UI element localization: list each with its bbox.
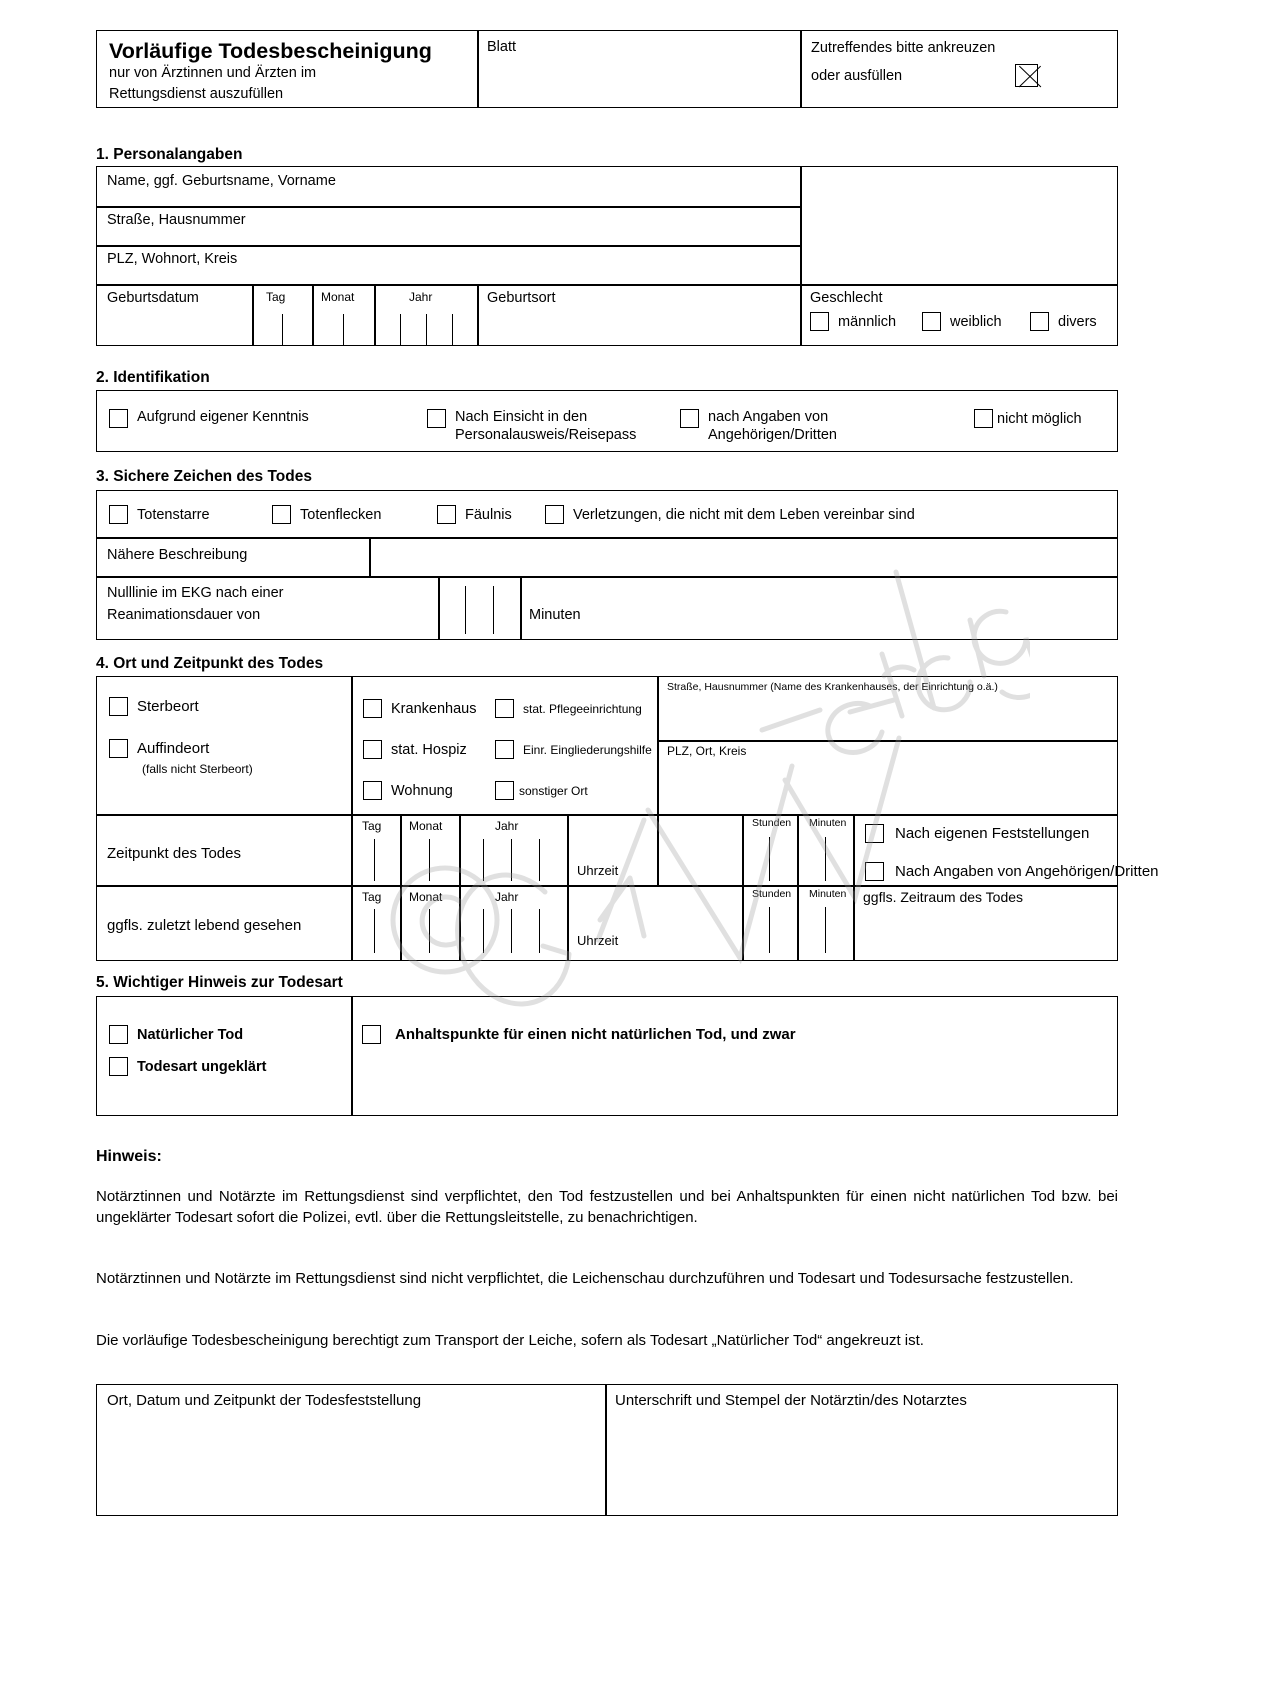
city-field-label: PLZ, Wohnort, Kreis <box>107 251 238 267</box>
identification-option-4[interactable] <box>974 409 1082 428</box>
tod-minutes-label: Minuten <box>809 817 847 829</box>
sex-option-diverse-label: divers <box>1058 313 1097 330</box>
checkbox-own-knowledge[interactable] <box>109 409 128 428</box>
s4-rule-2 <box>97 885 1117 887</box>
lsa-tick-5 <box>769 907 770 953</box>
death-sign-2[interactable] <box>272 505 381 524</box>
lsa-div-1 <box>400 885 402 960</box>
death-sign-1-label: Totenstarre <box>137 506 210 523</box>
s4-rule-1 <box>97 814 1117 816</box>
checkbox-hospital[interactable] <box>363 699 382 718</box>
section1-rule-2 <box>97 245 800 247</box>
identification-option-3-label-line1: nach Angaben von <box>708 409 829 425</box>
section1-rule-1 <box>97 206 800 208</box>
identification-option-1-label: Aufgrund eigener Kenntnis <box>137 409 309 425</box>
unnatural-death-detail-input[interactable] <box>362 1055 1102 1110</box>
lsa-tick-6 <box>825 907 826 953</box>
lsa-tick-1 <box>429 909 430 953</box>
section-5-heading: 5. Wichtiger Hinweis zur Todesart <box>96 974 343 991</box>
source-relatives[interactable] <box>865 862 1159 881</box>
sex-option-female-label: weiblich <box>950 313 1002 330</box>
notice-heading: Hinweis: <box>96 1148 162 1165</box>
checkbox-integration-facility[interactable] <box>495 740 514 759</box>
s4-div-b <box>657 677 659 885</box>
death-sign-1[interactable] <box>109 505 210 524</box>
location-type-home[interactable] <box>363 781 453 800</box>
checkbox-place-of-death[interactable] <box>109 697 128 716</box>
bd-tick-2 <box>400 314 401 345</box>
header-divider-2 <box>800 31 802 108</box>
footer-right-label: Unterschrift und Stempel der Notärztin/des Notarztes <box>615 1392 967 1409</box>
checkbox-rigor-mortis[interactable] <box>109 505 128 524</box>
lsa-div-2 <box>459 885 461 960</box>
checkbox-place-found[interactable] <box>109 739 128 758</box>
checkbox-relatives-info[interactable] <box>865 862 884 881</box>
section-4-heading: 4. Ort und Zeitpunkt des Todes <box>96 655 324 672</box>
bd-tick-1 <box>343 314 344 345</box>
bd-div-1 <box>312 284 314 346</box>
tod-div-2 <box>459 814 461 885</box>
birthdate-day-label: Tag <box>266 290 286 304</box>
location-type-nursing-label: stat. Pflegeeinrichtung <box>523 701 642 716</box>
section1-right-divider <box>800 167 802 346</box>
identification-option-3[interactable] <box>680 409 837 443</box>
checkbox-hospice[interactable] <box>363 740 382 759</box>
death-sign-4-label: Verletzungen, die nicht mit dem Leben vereinbar sind <box>573 506 915 523</box>
death-sign-2-label: Totenflecken <box>300 506 382 523</box>
header-divider-1 <box>477 31 479 108</box>
lsa-clocktime-label: Uhrzeit <box>577 933 619 948</box>
location-type-other[interactable] <box>495 781 588 800</box>
minutes-label: Minuten <box>529 607 581 623</box>
lsa-day-label: Tag <box>362 890 382 904</box>
s4-rule-addr <box>657 740 1117 742</box>
tod-tick-5 <box>769 837 770 881</box>
checkbox-relatives-statement[interactable] <box>680 409 699 428</box>
tod-div-5 <box>797 814 799 885</box>
form-title: Vorläufige Todesbescheinigung <box>109 39 432 63</box>
form-subtitle-line2: Rettungsdienst auszufüllen <box>109 86 284 102</box>
address-input[interactable] <box>667 699 1107 735</box>
checkbox-diverse[interactable] <box>1030 312 1049 331</box>
lsa-hours-label: Stunden <box>752 888 792 900</box>
detailed-description-label: Nähere Beschreibung <box>107 547 248 563</box>
checkbox-own-findings[interactable] <box>865 824 884 843</box>
natural-death-label: Natürlicher Tod <box>137 1026 244 1043</box>
instruction-line2: oder ausfüllen <box>811 68 903 84</box>
sheet-label: Blatt <box>487 39 517 55</box>
instruction-line1: Zutreffendes bitte ankreuzen <box>811 40 996 56</box>
notice-paragraph-1: Notärztinnen und Notärzte im Rettungsdienst sind verpflichtet, den Tod festzustellen und bei Anhaltspunkten für einen nicht natürlichen Tod bzw. bei ungeklärter Todesart sofort die Polizei, evtl. über die Rettungsleitstelle, zu benachrichtigen. <box>96 1188 1118 1227</box>
identification-option-3-label-line2: Angehörigen/Dritten <box>708 427 837 443</box>
tod-div-3 <box>567 814 569 885</box>
checkbox-natural-death[interactable] <box>109 1025 128 1044</box>
location-type-hospice-label: stat. Hospiz <box>391 741 467 758</box>
bd-div-0 <box>252 284 254 346</box>
bd-tick-0 <box>282 314 283 345</box>
section-2-heading: 2. Identifikation <box>96 369 210 386</box>
checkbox-unnatural-death-indications[interactable] <box>362 1025 381 1044</box>
s4-div-a <box>351 677 353 814</box>
tod-hours-label: Stunden <box>752 817 792 829</box>
checkbox-female[interactable] <box>922 312 941 331</box>
bd-tick-3 <box>426 314 427 345</box>
location-type-integration[interactable] <box>495 740 652 759</box>
checkbox-putrefaction[interactable] <box>437 505 456 524</box>
notice-paragraph-2: Notärztinnen und Notärzte im Rettungsdienst sind nicht verpflichtet, die Leichenschau durchzuführen und Todesart und Todesursache festzustellen. <box>96 1270 1074 1287</box>
lsa-tick-2 <box>483 909 484 953</box>
tod-div-6 <box>853 814 855 885</box>
birthdate-month-label: Monat <box>321 290 355 304</box>
birthdate-year-label: Jahr <box>409 290 433 304</box>
section-5-box <box>96 996 1118 1116</box>
form-subtitle-line1: nur von Ärztinnen und Ärzten im <box>109 65 317 81</box>
footer-left-label: Ort, Datum und Zeitpunkt der Todesfeststellung <box>107 1392 422 1409</box>
natural-death-option[interactable] <box>109 1025 243 1044</box>
death-sign-3[interactable] <box>437 505 512 524</box>
tod-tick-4 <box>539 839 540 881</box>
section-2-box <box>96 390 1118 452</box>
marked-checkbox-icon <box>1015 64 1038 87</box>
lsa-tick-3 <box>511 909 512 953</box>
sex-option-male-label: männlich <box>838 313 897 330</box>
checkbox-fatal-injuries[interactable] <box>545 505 564 524</box>
footer-divider <box>605 1385 607 1516</box>
source-relatives-label: Nach Angaben von Angehörigen/Dritten <box>895 863 1159 880</box>
bd-div-2 <box>374 284 376 346</box>
tod-tick-1 <box>429 839 430 881</box>
unnatural-death-option[interactable] <box>362 1025 796 1044</box>
tod-tick-0 <box>374 839 375 881</box>
tod-tick-2 <box>483 839 484 881</box>
checkbox-nursing-facility[interactable] <box>495 699 514 718</box>
unclear-death-label: Todesart ungeklärt <box>137 1058 267 1075</box>
ekg-div-1 <box>520 576 522 639</box>
source-own-findings-label: Nach eigenen Feststellungen <box>895 825 1090 842</box>
lsa-year-label: Jahr <box>495 890 519 904</box>
unnatural-death-label: Anhaltspunkte für einen nicht natürlichen Tod, und zwar <box>395 1026 796 1043</box>
sex-option-female[interactable] <box>922 312 1002 331</box>
section3-desc-divider <box>369 537 371 576</box>
section-3-heading: 3. Sichere Zeichen des Todes <box>96 468 312 485</box>
tod-year-label: Jahr <box>495 819 519 833</box>
address-label: Straße, Hausnummer (Name des Krankenhauses, der Einrichtung o.ä.) <box>667 681 998 693</box>
s5-divider <box>351 997 353 1116</box>
last-seen-alive-label: ggfls. zuletzt lebend gesehen <box>107 917 302 934</box>
location-type-other-label: sonstiger Ort <box>519 783 588 798</box>
tod-day-label: Tag <box>362 819 382 833</box>
lsa-div-3 <box>567 885 569 960</box>
place-of-death-option[interactable] <box>109 697 199 716</box>
lsa-month-label: Monat <box>409 890 443 904</box>
lsa-tick-4 <box>539 909 540 953</box>
checkbox-id-document[interactable] <box>427 409 446 428</box>
place-found-option[interactable] <box>109 739 209 758</box>
ekg-tick-0 <box>465 586 466 634</box>
footer-left-input[interactable] <box>105 1419 599 1511</box>
tod-tick-3 <box>511 839 512 881</box>
checkbox-other-place[interactable] <box>495 781 514 800</box>
tod-div-1 <box>400 814 402 885</box>
location-type-home-label: Wohnung <box>391 782 453 799</box>
lsa-div-5 <box>797 885 799 960</box>
unclear-death-option[interactable] <box>109 1057 266 1076</box>
place-of-death-label: Sterbeort <box>137 698 199 715</box>
tod-clocktime-label: Uhrzeit <box>577 863 619 878</box>
checkbox-male[interactable] <box>810 312 829 331</box>
source-own-findings[interactable] <box>865 824 1089 843</box>
place-found-label: Auffindeort <box>137 740 210 757</box>
identification-option-2-label-line1: Nach Einsicht in den <box>455 409 588 425</box>
section1-rule-3 <box>97 284 1117 286</box>
ekg-div-0 <box>438 576 440 639</box>
checkbox-livor-mortis[interactable] <box>272 505 291 524</box>
name-field-label: Name, ggf. Geburtsname, Vorname <box>107 173 336 189</box>
bd-tick-4 <box>452 314 453 345</box>
section-3-box <box>96 490 1118 640</box>
sex-option-male[interactable] <box>810 312 896 331</box>
city-input[interactable] <box>667 765 1107 807</box>
death-sign-4[interactable] <box>545 505 915 524</box>
tod-div-0 <box>351 814 353 885</box>
lsa-div-6 <box>853 885 855 960</box>
checkbox-unclear-manner-of-death[interactable] <box>109 1057 128 1076</box>
footer-box <box>96 1384 1118 1516</box>
lsa-div-4 <box>742 885 744 960</box>
location-type-hospital[interactable] <box>363 699 476 718</box>
identification-option-2-label-line2: Personalausweis/Reisepass <box>455 427 637 443</box>
sex-option-diverse[interactable] <box>1030 312 1097 331</box>
form-header <box>96 30 1118 108</box>
city-label: PLZ, Ort, Kreis <box>667 744 747 758</box>
ekg-tick-1 <box>493 586 494 634</box>
period-of-death-label: ggfls. Zeitraum des Todes <box>863 889 1024 905</box>
identification-option-2[interactable] <box>427 409 636 443</box>
section3-rule-2 <box>97 576 1117 578</box>
death-sign-3-label: Fäulnis <box>465 506 512 523</box>
location-type-nursing[interactable] <box>495 699 642 718</box>
location-type-integration-label: Einr. Eingliederungshilfe <box>523 742 652 757</box>
tod-div-4 <box>742 814 744 885</box>
detailed-description-input[interactable] <box>377 541 1107 573</box>
checkbox-home[interactable] <box>363 781 382 800</box>
lsa-minutes-label: Minuten <box>809 888 847 900</box>
place-found-note: (falls nicht Sterbeort) <box>142 762 253 776</box>
section-1-box <box>96 166 1118 346</box>
location-type-hospital-label: Krankenhaus <box>391 700 477 717</box>
identification-option-4-label: nicht möglich <box>997 410 1082 427</box>
section3-rule-1 <box>97 537 1117 539</box>
ekg-label-line2: Reanimationsdauer von <box>107 607 261 623</box>
checkbox-not-possible[interactable] <box>974 409 993 428</box>
notice-paragraph-3: Die vorläufige Todesbescheinigung berechtigt zum Transport der Leiche, sofern als Todesart „Natürlicher Tod“ angekreuzt ist. <box>96 1332 924 1349</box>
birthplace-label: Geburtsort <box>487 290 556 306</box>
section-4-box <box>96 676 1159 961</box>
street-field-label: Straße, Hausnummer <box>107 212 246 228</box>
section-1-heading: 1. Personalangaben <box>96 146 243 163</box>
bd-div-3 <box>477 284 479 346</box>
ekg-label-line1: Nulllinie im EKG nach einer <box>107 585 284 601</box>
location-type-hospice[interactable] <box>363 740 467 759</box>
lsa-div-0 <box>351 885 353 960</box>
identification-option-1[interactable] <box>109 409 309 428</box>
lsa-tick-0 <box>374 909 375 953</box>
time-of-death-label: Zeitpunkt des Todes <box>107 845 241 862</box>
footer-right-input[interactable] <box>613 1419 1111 1511</box>
tod-tick-6 <box>825 837 826 881</box>
tod-month-label: Monat <box>409 819 443 833</box>
sex-label: Geschlecht <box>810 290 883 306</box>
birthdate-label: Geburtsdatum <box>107 290 199 306</box>
